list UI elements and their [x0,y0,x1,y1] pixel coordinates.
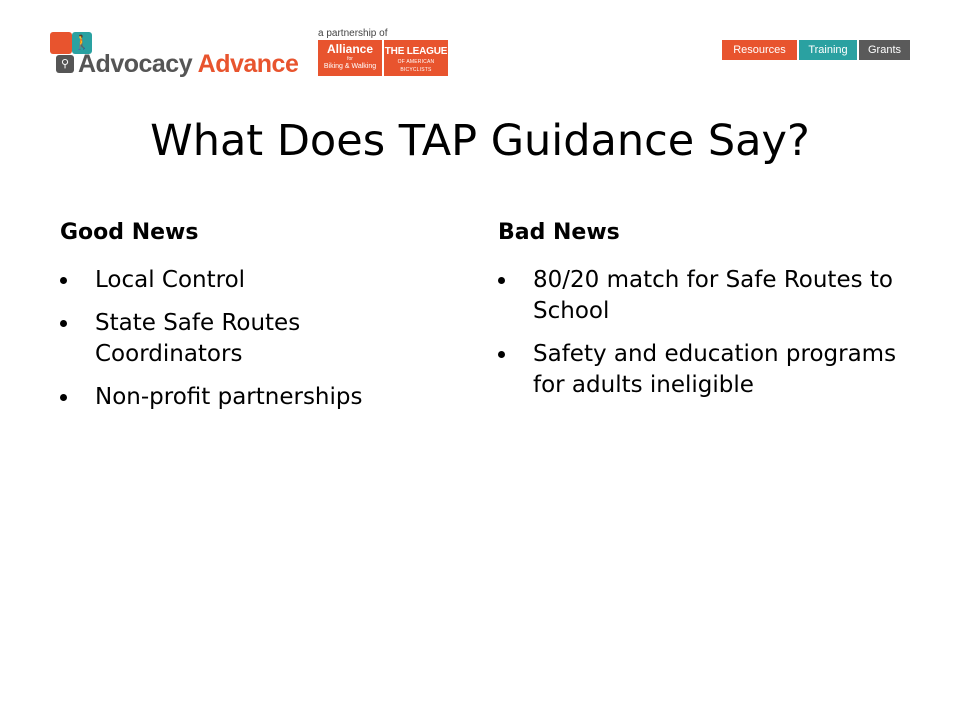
bad-news-heading: Bad News [498,220,620,245]
pedestrian-icon: 🚶 [72,32,92,54]
alliance-logo-tagline: Biking & Walking [323,63,377,70]
league-logo-name: THE LEAGUE [384,46,448,57]
bicycle-icon: ⚲ [56,55,74,73]
orange-square-icon [50,32,72,54]
bad-news-list [498,265,908,401]
bullet-icon [498,277,505,284]
list-item [60,265,430,296]
list-item-text: Local Control [95,267,246,293]
alliance-logo-name: Alliance [326,42,374,56]
bullet-icon [498,351,505,358]
list-item-text: Safety and education programs for adults ineligible [533,341,897,398]
header [0,0,960,95]
list-item [498,265,908,327]
list-item [498,339,908,401]
list-item-text: 80/20 match for Safe Routes to School [533,267,893,324]
nav-resources-button[interactable]: Resources [722,40,797,60]
list-item [60,308,430,370]
alliance-logo-for: for [347,56,353,62]
nav-grants-button[interactable]: Grants [859,40,910,60]
logo-word-advocacy: Advocacy [78,50,193,78]
nav-training-button[interactable]: Training [799,40,857,60]
good-news-heading: Good News [60,220,199,245]
advocacy-advance-logo[interactable] [48,28,318,80]
logo-wordmark [78,50,298,79]
top-nav [722,40,910,60]
list-item-text: State Safe Routes Coordinators [95,310,301,367]
partnership-caption: a partnership of [318,28,388,39]
list-item-text: Non-profit partnerships [95,384,363,410]
league-logo[interactable] [384,40,448,76]
slide-title: What Does TAP Guidance Say? [150,116,810,166]
list-item [60,382,430,413]
bullet-icon [60,320,67,327]
logo-word-advance: Advance [197,50,299,78]
alliance-logo[interactable] [318,40,382,76]
bad-news-column [498,218,908,413]
league-logo-tagline: OF AMERICAN BICYCLISTS [397,59,435,73]
bullet-icon [60,394,67,401]
good-news-list [60,265,430,413]
good-news-column [60,218,430,425]
bullet-icon [60,277,67,284]
